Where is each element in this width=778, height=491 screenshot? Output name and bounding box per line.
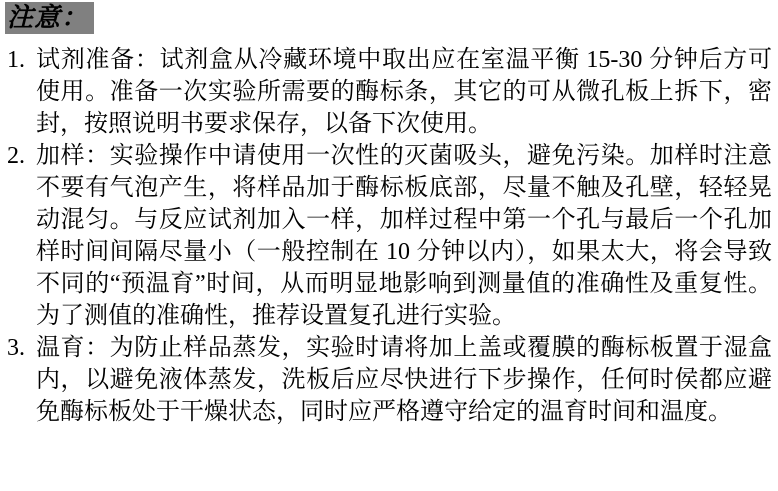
- item-number: 3.: [7, 335, 25, 361]
- item-text: 温育：为防止样品蒸发，实验时请将加上盖或覆膜的酶标板置于湿盒内，以避免液体蒸发，洗板后应尽快进行下步操作，任何时侯都应避免酶标板处于干燥状态，同时应严格遵守给定的温育时间和温度。: [36, 335, 772, 425]
- instruction-list: [5, 44, 772, 428]
- notice-heading: 注意：: [5, 2, 94, 34]
- item-text: 加样：实验操作中请使用一次性的灭菌吸头，避免污染。加样时注意不要有气泡产生，将样品加于酶标板底部，尽量不触及孔壁，轻轻晃动混匀。与反应试剂加入一样，加样过程中第一个孔与最后一个孔加样时间间隔尽量小（一般控制在 10 分钟以内），如果太大，将会导致不同的“预温育”时间，从而明显地影响到测量值的准确性及重复性。为了测值的准确性，推荐设置复孔进行实验。: [36, 143, 772, 329]
- list-item-reagent-preparation: [5, 44, 772, 140]
- item-text: 试剂准备：试剂盒从冷藏环境中取出应在室温平衡 15-30 分钟后方可使用。准备一次实验所需要的酶标条，其它的可从微孔板上拆下，密封，按照说明书要求保存，以备下次使用。: [36, 47, 772, 137]
- item-number: 2.: [7, 143, 25, 169]
- item-number: 1.: [7, 47, 25, 73]
- list-item-incubation: [5, 332, 772, 428]
- list-item-sample-adding: [5, 140, 772, 332]
